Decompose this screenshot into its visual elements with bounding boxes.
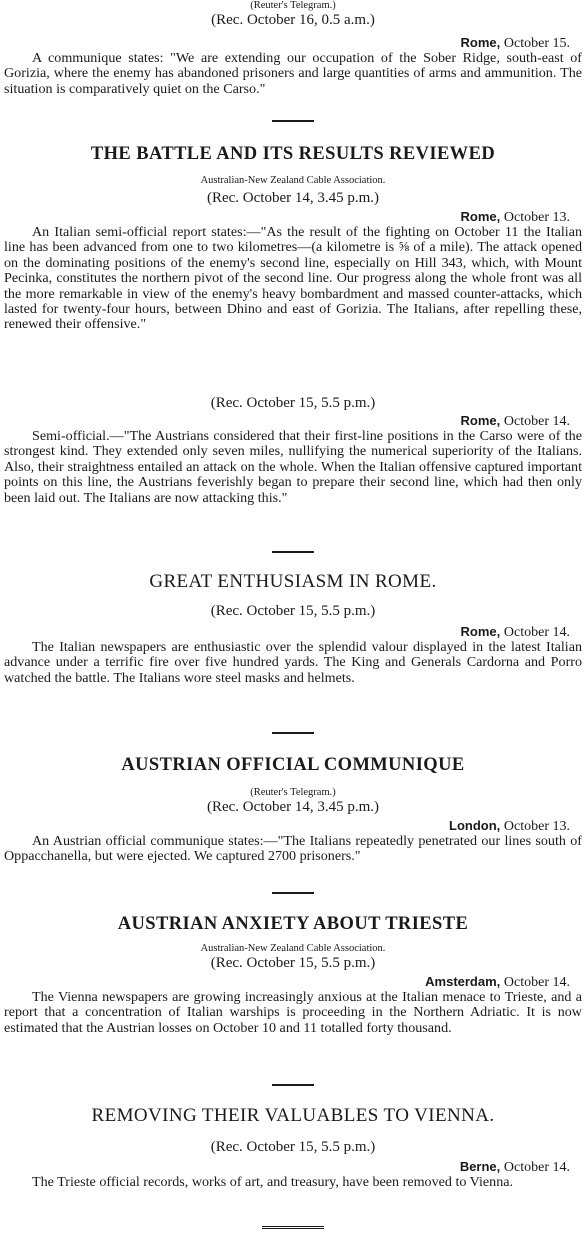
headline: AUSTRIAN ANXIETY ABOUT TRIESTE: [117, 914, 469, 934]
article-body: Semi-official.—"The Austrians considered that their first-line positions in the Carso were of the strongest kind. They extended only seven miles, nullifying the numerical superiority of the Italians. Also, their straightness entailed an attack on the whole. When the Italian offensive captured important points on this line, the Austrians feverishly began to prepare their second line, which had then only been laid out. The Italians are now attacking this.": [4, 428, 582, 506]
divider: [0, 551, 586, 553]
headline: REMOVING THEIR VALUABLES TO VIENNA.: [91, 1105, 495, 1126]
source-line: Australian-New Zealand Cable Association.: [200, 943, 386, 954]
headline: GREAT ENTHUSIASM IN ROME.: [149, 571, 437, 592]
article-body: The Italian newspapers are enthusiastic over the splendid valour displayed in the latest Italian advance under a terrific fire over five hundred yards. The King and Generals Cardorna and Porro watched the battle. The Italians wore steel masks and helmets.: [4, 639, 582, 686]
divider: [0, 892, 586, 894]
date: October 13.: [503, 819, 570, 834]
dateline: [0, 1159, 586, 1175]
date: October 14.: [503, 625, 570, 640]
article-body: The Vienna newspapers are growing increasingly anxious at the Italian menace to Trieste, and a report that a concentration of Italian warships is proceeding in the Northern Adriatic. It is now estimated that the Austrian losses on October 10 and 11 totalled forty thousand.: [4, 989, 582, 1036]
divider: [0, 732, 586, 734]
article-body: The Trieste official records, works of art, and treasury, have been removed to Vienna.: [32, 1174, 514, 1190]
place: Rome,: [460, 209, 501, 224]
article-austrian-communique: [0, 754, 586, 865]
article-sober-ridge: [0, 0, 586, 97]
place: Amsterdam,: [425, 974, 501, 989]
received-line: (Rec. October 15, 5.5 p.m.): [210, 955, 376, 971]
article-body: An Austrian official communique states:—"The Italians repeatedly penetrated our lines south of Oppacchanella, but were ejected. We captured 2700 prisoners.": [4, 833, 582, 865]
article-valuables-vienna: [0, 1105, 586, 1190]
dateline: [0, 974, 586, 990]
place: Rome,: [460, 35, 501, 50]
place: Rome,: [460, 413, 501, 428]
received-line: (Rec. October 15, 5.5 p.m.): [210, 395, 376, 411]
place: Rome,: [460, 624, 501, 639]
end-divider: [0, 1226, 586, 1231]
divider: [0, 120, 586, 122]
dateline: [0, 209, 586, 225]
date: October 13.: [503, 210, 570, 225]
headline: THE BATTLE AND ITS RESULTS REVIEWED: [90, 144, 496, 164]
article-trieste-anxiety: [0, 913, 586, 1036]
received-line: (Rec. October 15, 5.5 p.m.): [210, 603, 376, 619]
received-line: (Rec. October 16, 0.5 a.m.): [211, 12, 375, 28]
dateline: [0, 624, 586, 640]
date: October 14.: [503, 414, 570, 429]
received-line: (Rec. October 15, 5.5 p.m.): [210, 1139, 376, 1155]
received-line: (Rec. October 14, 3.45 p.m.): [206, 190, 380, 206]
received-line: (Rec. October 14, 3.45 p.m.): [206, 799, 380, 815]
headline: AUSTRIAN OFFICIAL COMMUNIQUE: [121, 755, 465, 775]
date: October 14.: [503, 1160, 570, 1175]
article-body: A communique states: "We are extending our occupation of the Sober Ridge, south-east of Gorizia, where the enemy has abandoned prisoners and large quantities of arms and ammunition. The situation is comparatively quiet on the Carso.": [4, 50, 582, 97]
article-battle-reviewed: [0, 143, 586, 333]
article-enthusiasm: [0, 571, 586, 686]
dateline: [0, 818, 586, 834]
dateline: [0, 35, 586, 51]
article-battle-reviewed-part2: [0, 395, 586, 506]
divider: [0, 1084, 586, 1086]
source-line: (Reuter's Telegram.): [250, 0, 336, 11]
date: October 15.: [503, 36, 570, 51]
place: London,: [449, 818, 501, 833]
source-line: Australian-New Zealand Cable Association.: [200, 175, 386, 186]
place: Berne,: [459, 1159, 501, 1174]
article-body: An Italian semi-official report states:—"As the result of the fighting on October 11 the Italian line has been advanced from one to two kilometres—(a kilometre is ⅝ of a mile). The attack opened on the dominating positions of the enemy's second line, especially on Hill 343, which, with Mount Pecinka, constitutes the northern pivot of the second line. Our progress along the whole front was all the more remarkable in view of the enemy's heavy bombardment and massed counter-attacks, which lasted for twenty-four hours, between Dhino and east of Gorizia. The Italians, after repelling these, renewed their offensive.": [4, 224, 582, 333]
date: October 14.: [503, 975, 570, 990]
source-line: (Reuter's Telegram.): [250, 787, 336, 798]
dateline: [0, 413, 586, 429]
